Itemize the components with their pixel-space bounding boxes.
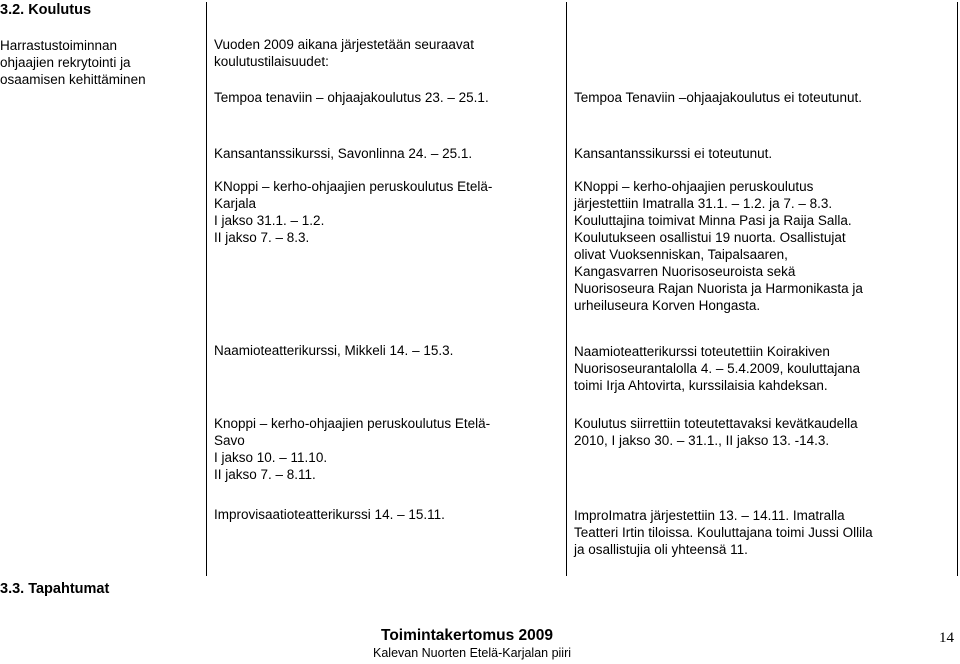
section-heading: 3.2. Koulutus [0,2,92,18]
middle-intro-line: koulutustilaisuudet: [214,54,329,69]
right-item-6-line: ja osallistujia oli yhteensä 11. [574,542,748,557]
right-item-4-line: toimi Irja Ahtovirta, kurssilaisia kahdeksan. [574,378,828,393]
right-item-3 [574,178,863,314]
right-item-3-line: Koulutukseen osallistui 19 nuorta. Osallistujat [574,230,846,245]
middle-item-2: Kansantanssikurssi, Savonlinna 24. – 25.1. [214,146,473,161]
right-item-3-line: KNoppi – kerho-ohjaajien peruskoulutus [574,179,814,194]
right-item-4-line: Naamioteatterikurssi toteutettiin Koirakiven [574,344,830,359]
middle-item-5-line: II jakso 7. – 8.11. [214,467,316,482]
right-item-6-line: Teatteri Irtin tiloissa. Kouluttajana toimi Jussi Ollila [574,525,873,540]
right-item-1: Tempoa Tenaviin –ohjaajakoulutus ei toteutunut. [574,90,862,105]
right-item-3-line: urheiluseura Korven Hongasta. [574,298,761,313]
left-line: ohjaajien rekrytointi ja [0,55,131,70]
left-line: osaamisen kehittäminen [0,72,146,87]
right-item-5-line: Koulutus siirrettiin toteutettavaksi kevätkaudella [574,416,858,431]
right-item-3-line: Kouluttajina toimivat Minna Pasi ja Raija Salla. [574,213,852,228]
middle-item-3 [214,178,492,246]
middle-item-1: Tempoa tenaviin – ohjaajakoulutus 23. – 25.1. [214,90,489,105]
middle-item-5-line: Knoppi – kerho-ohjaajien peruskoulutus Etelä- [214,416,491,431]
right-item-3-line: järjestettiin Imatralla 31.1. – 1.2. ja 7. – 8.3. [574,196,833,211]
column-divider-middle [566,2,567,576]
left-column-label [0,37,146,88]
middle-intro [214,36,474,70]
middle-intro-line: Vuoden 2009 aikana järjestetään seuraavat [214,37,474,52]
middle-item-3-line: Karjala [214,196,257,211]
right-item-6-line: ImproImatra järjestettiin 13. – 14.11. Imatralla [574,508,845,523]
middle-item-3-line: I jakso 31.1. – 1.2. [214,213,325,228]
middle-item-6: Improvisaatioteatterikurssi 14. – 15.11. [214,507,445,522]
middle-item-5 [214,415,490,483]
footer-subtitle: Kalevan Nuorten Etelä-Karjalan piiri [373,646,572,660]
middle-item-5-line: I jakso 10. – 11.10. [214,450,328,465]
right-item-6 [574,507,873,558]
middle-item-3-line: KNoppi – kerho-ohjaajien peruskoulutus Etelä- [214,179,493,194]
middle-item-3-line: II jakso 7. – 8.3. [214,230,310,245]
right-item-5 [574,415,858,449]
right-item-4 [574,343,860,394]
column-divider-left [206,2,207,576]
left-line: Harrastustoiminnan [0,38,118,53]
section-heading-2: 3.3. Tapahtumat [0,581,110,597]
right-item-3-line: olivat Vuoksenniskan, Taipalsaaren, [574,247,788,262]
right-item-5-line: 2010, I jakso 30. – 31.1., II jakso 13. -14.3. [574,433,830,448]
page-number: 14 [939,630,954,646]
right-item-3-line: Nuorisoseura Rajan Nuorista ja Harmonikasta ja [574,281,863,296]
right-item-3-line: Kangasvarren Nuorisoseuroista sekä [574,264,796,279]
right-item-2: Kansantanssikurssi ei toteutunut. [574,146,773,161]
middle-item-4: Naamioteatterikurssi, Mikkeli 14. – 15.3. [214,343,454,358]
footer-title: Toimintakertomus 2009 [381,627,553,644]
middle-item-5-line: Savo [214,433,245,448]
column-divider-right [957,2,958,576]
right-item-4-line: Nuorisoseurantalolla 4. – 5.4.2009, kouluttajana [574,361,860,376]
